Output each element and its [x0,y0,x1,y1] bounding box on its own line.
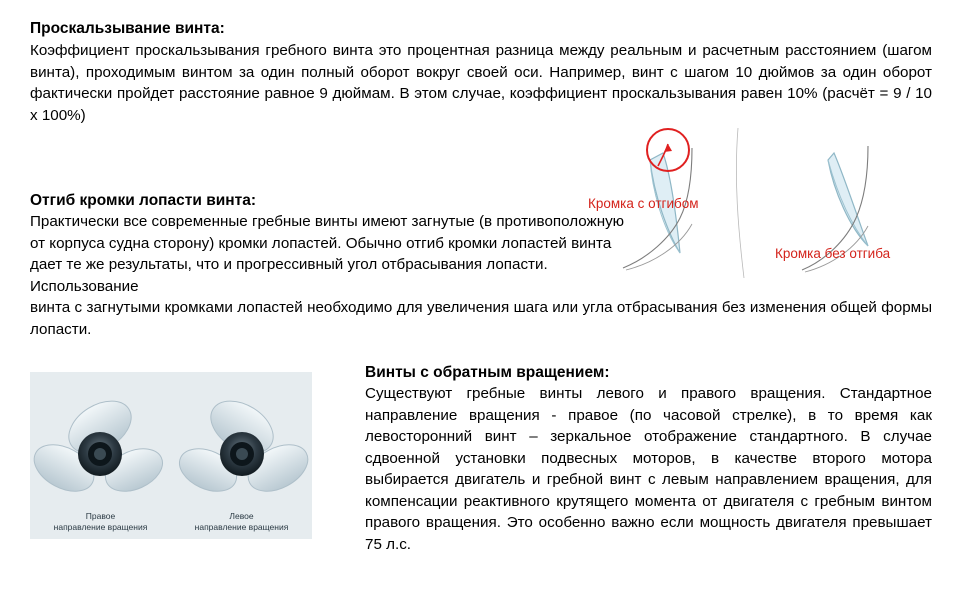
photo-caption-right-line1: Левое [229,511,254,521]
section-cupping-paragraph-narrow: Практически все современные гребные винты имеют загнутые (в противоположную от корпуса судна сторону) кромки лопастей. Обычно отгиб кромки лопастей винта дает те же результаты, что и прогрессивный угол отбрасывания лопасти. Использование [30,213,625,295]
section-slip-heading: Проскальзывание винта: [30,20,225,37]
section-slip-paragraph: Коэффициент проскальзывания гребного винта это процентная разница между реальным и расчетным расстоянием (шагом винта), проходимым винтом за один полный оборот вокруг своей оси. Например, винт с шагом 10 дюймов за один оборот фактически пройдет расстояние равное 9 дюймам. В этом случае, коэффициент проскальзывания равен 10% (расчёт = 9 / 10 х 100%) [30,42,932,124]
section-counter-rotation [365,362,932,555]
photo-caption-right-line2: направление вращения [194,522,289,532]
label-edge-without-cup: Кромка без отгиба [775,246,891,261]
blade-edge-illustration [588,118,938,288]
photo-caption-right [171,511,312,533]
section-cupping-paragraph-wide: винта с загнутыми кромками лопастей необходимо для увеличения шага или угла отбрасывания без изменения общей формы лопасти. [30,299,932,338]
photo-caption-left [30,511,171,533]
section-counter-rotation-heading: Винты с обратным вращением: [365,364,610,381]
section-counter-rotation-paragraph: Существуют гребные винты левого и правого вращения. Стандартное направление вращения - правое (по часовой стрелке), в то время как левосторонний винт – зеркальное отображение стандартного. В случае сдвоенной установки подвесных моторов, в качестве второго мотора выбирается двигатель и гребной винт с левым направлением вращения, для компенсации реактивного крутящего момента от двигателя с гребным винтом правого вращения. Это особенно важно если мощность двигателя превышает 75 л.с. [365,385,932,553]
propellers-photo [30,372,312,539]
section-cupping-heading: Отгиб кромки лопасти винта: [30,192,256,209]
photo-caption-left-line2: направление вращения [53,522,148,532]
section-slip [30,18,932,126]
label-edge-with-cup: Кромка с отгибом [588,196,699,211]
photo-caption-left-line1: Правое [85,511,116,521]
